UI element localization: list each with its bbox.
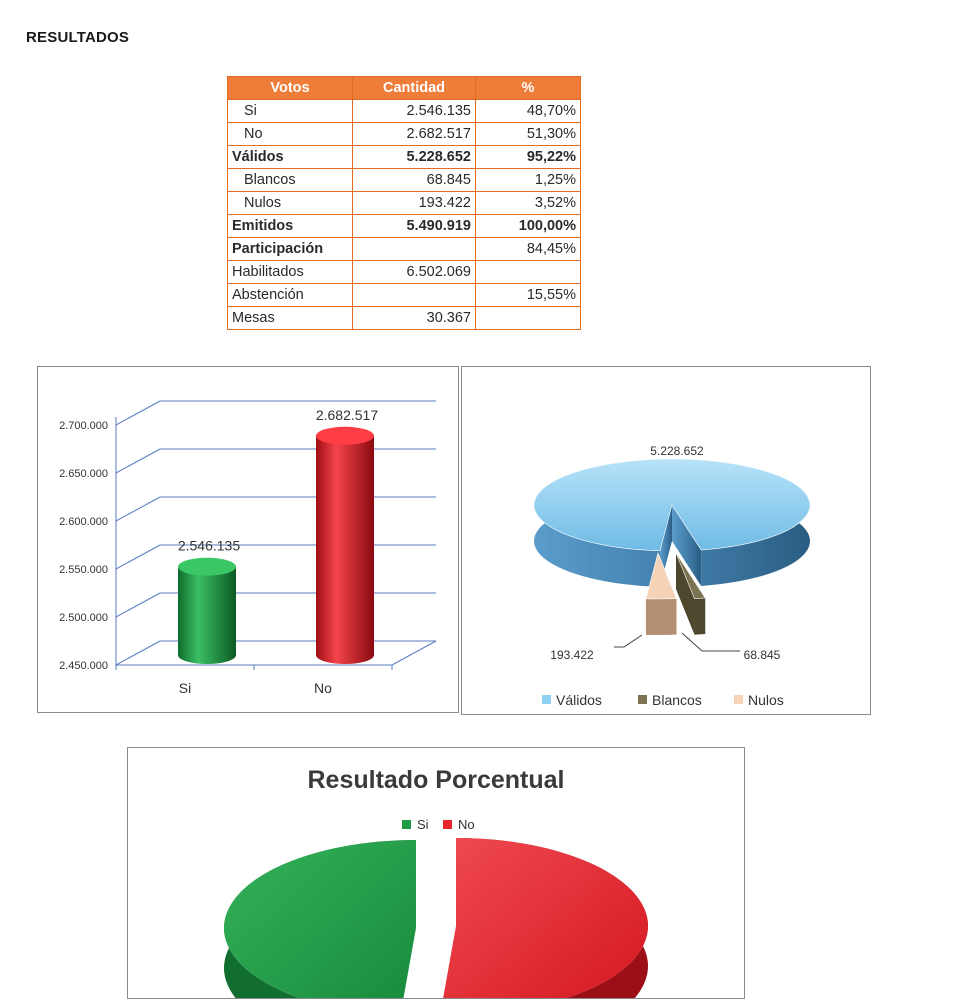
row-percent: 100,00% bbox=[476, 215, 581, 238]
pie-data-label-nulos: 193.422 bbox=[550, 648, 594, 662]
row-cantidad: 30.367 bbox=[353, 307, 476, 330]
row-label: No bbox=[228, 123, 353, 146]
x-category-label: No bbox=[314, 680, 332, 696]
table-row bbox=[228, 146, 581, 169]
row-label: Válidos bbox=[228, 146, 353, 169]
row-cantidad: 5.490.919 bbox=[353, 215, 476, 238]
results-table bbox=[227, 76, 581, 330]
row-label: Emitidos bbox=[228, 215, 353, 238]
table-row bbox=[228, 238, 581, 261]
row-label: Abstención bbox=[228, 284, 353, 307]
y-tick-label: 2.600.000 bbox=[59, 516, 108, 528]
gridline-diagonal bbox=[116, 545, 160, 569]
bar-chart-panel bbox=[37, 366, 459, 713]
row-label: Nulos bbox=[228, 192, 353, 215]
row-percent bbox=[476, 261, 581, 284]
bar-chart bbox=[38, 367, 458, 712]
table-row bbox=[228, 169, 581, 192]
y-tick-label: 2.450.000 bbox=[59, 660, 108, 672]
table-row bbox=[228, 192, 581, 215]
header-percent: % bbox=[476, 77, 581, 100]
table-header-row bbox=[228, 77, 581, 100]
table-row bbox=[228, 307, 581, 330]
row-cantidad bbox=[353, 284, 476, 307]
y-tick-label: 2.650.000 bbox=[59, 468, 108, 480]
x-category-label: Si bbox=[178, 680, 192, 696]
floor-right-edge bbox=[392, 641, 436, 665]
header-cantidad: Cantidad bbox=[353, 77, 476, 100]
legend-swatch-nulos bbox=[734, 695, 743, 704]
gridline-diagonal bbox=[116, 401, 160, 425]
table-row bbox=[228, 215, 581, 238]
gridline-diagonal bbox=[116, 497, 160, 521]
bar-cylinder-top bbox=[178, 558, 236, 576]
table-row bbox=[228, 100, 581, 123]
row-cantidad: 2.682.517 bbox=[353, 123, 476, 146]
bar-data-label: 2.546.135 bbox=[177, 537, 241, 554]
row-percent: 95,22% bbox=[476, 146, 581, 169]
legend-label: No bbox=[458, 817, 475, 832]
row-cantidad: 193.422 bbox=[353, 192, 476, 215]
row-label: Si bbox=[228, 100, 353, 123]
row-cantidad: 6.502.069 bbox=[353, 261, 476, 284]
row-label: Habilitados bbox=[228, 261, 353, 284]
row-percent: 48,70% bbox=[476, 100, 581, 123]
row-percent: 3,52% bbox=[476, 192, 581, 215]
legend-swatch-si bbox=[402, 820, 411, 829]
row-cantidad: 2.546.135 bbox=[353, 100, 476, 123]
y-tick-label: 2.700.000 bbox=[59, 420, 108, 432]
pie-slice-no bbox=[440, 838, 648, 998]
leader-line-blancos bbox=[682, 633, 740, 651]
percent-pie-chart bbox=[128, 748, 744, 998]
bar-data-label: 2.682.517 bbox=[315, 406, 379, 423]
votes-pie-chart bbox=[462, 367, 870, 714]
votes-pie-panel bbox=[461, 366, 871, 715]
legend-label: Blancos bbox=[652, 692, 702, 708]
gridline-diagonal bbox=[116, 593, 160, 617]
gridline-diagonal bbox=[116, 641, 160, 665]
gridline-diagonal bbox=[116, 449, 160, 473]
legend-swatch-no bbox=[443, 820, 452, 829]
leader-line-nulos bbox=[614, 635, 642, 647]
bar-cylinder-si bbox=[178, 567, 236, 664]
table-row bbox=[228, 123, 581, 146]
legend-label: Válidos bbox=[556, 692, 602, 708]
row-label: Mesas bbox=[228, 307, 353, 330]
row-percent: 84,45% bbox=[476, 238, 581, 261]
row-percent: 1,25% bbox=[476, 169, 581, 192]
legend-swatch-blancos bbox=[638, 695, 647, 704]
bar-cylinder-top bbox=[316, 427, 374, 445]
page-heading: RESULTADOS bbox=[26, 29, 130, 46]
y-tick-label: 2.550.000 bbox=[59, 564, 108, 576]
row-cantidad: 68.845 bbox=[353, 169, 476, 192]
row-label: Participación bbox=[228, 238, 353, 261]
table-row bbox=[228, 261, 581, 284]
legend-swatch-válidos bbox=[542, 695, 551, 704]
pie-slice-si bbox=[224, 840, 416, 998]
pie-data-label-validos: 5.228.652 bbox=[650, 444, 704, 458]
row-label: Blancos bbox=[228, 169, 353, 192]
header-votos: Votos bbox=[228, 77, 353, 100]
table-row bbox=[228, 284, 581, 307]
row-percent: 51,30% bbox=[476, 123, 581, 146]
legend-label: Si bbox=[417, 817, 429, 832]
bar-cylinder-no bbox=[316, 436, 374, 664]
percent-pie-panel bbox=[127, 747, 745, 999]
row-percent: 15,55% bbox=[476, 284, 581, 307]
row-cantidad: 5.228.652 bbox=[353, 146, 476, 169]
pie-data-label-blancos: 68.845 bbox=[743, 648, 781, 662]
legend-label: Nulos bbox=[748, 692, 784, 708]
y-tick-label: 2.500.000 bbox=[59, 612, 108, 624]
chart-title: Resultado Porcentual bbox=[307, 766, 565, 794]
row-percent bbox=[476, 307, 581, 330]
row-cantidad bbox=[353, 238, 476, 261]
